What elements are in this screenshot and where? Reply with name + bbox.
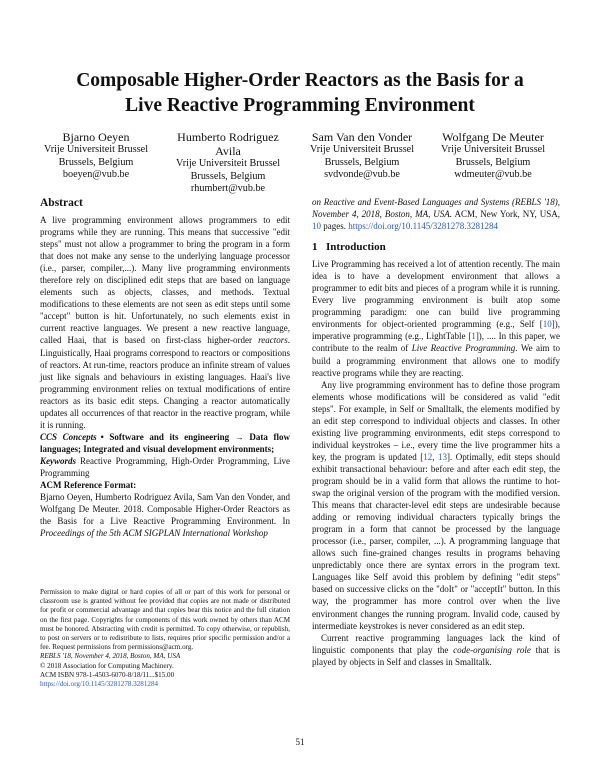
keywords: Keywords Reactive Programming, High-Order Programming, Live Programming [40,455,290,478]
author-name-cont: Avila [215,144,241,158]
isbn: ACM ISBN 978-1-4503-6070-8/18/11...$15.00 [40,670,175,679]
abstract-text: A live programming environment allows programmers to edit programs while they are running. This means that successive "edit steps" must not allow a programmer to bring the program in a form that does not make any sense to the underlying language processor (i.e., parser, compiler,...). Many live programming environments therefore rely on disciplined edit steps that are based on language elements such as objects, classes, and methods. Textual modifications to these elements are not seen as edit steps until some "accept" button is hit. Unfortunately, no such elements exist in current reactive languages. We present a new reactive language, called Haai, that is based on first-class higher-order reactors. Linguistically, Haai programs correspond to reactors or compositions of reactors. At run-time, reactors produce an infinite stream of values just like signals and behaviours in existing languages. Haai's live programming environment relies on textual modifications of entire reactors as its basic edit steps. Changing a reactor automatically updates all occurrences of that reactor in the reactive program, while it is running. [40,215,290,430]
permission-text: Permission to make digital or hard copies of all or part of this work for personal or classroom use is granted without fee provided that copies are not made or distributed for profit or commercial advantage and that copies bear this notice and the full citation on the first page. Copyrights for components of this work owned by others than ACM must be honored. Abstracting with credit is permitted. To copy otherwise, or republish, to post on servers or to redistribute to lists, requires prior specific permission and/or a fee. Request permissions from permissions@acm.org. [40,588,290,652]
intro-paragraph-2: Any live programming environment has to define those program elements whose modifications will be considered as valid "edit steps". For example, in Self or Smalltalk, the elements modified by an edit step correspond to individual objects and classes. In other existing live programming environments, edit steps correspond to individual keystrokes – i.e., every time the live programmer hits a key, the program is updated [12, 13]. Optimally, edit steps should exhibit transactional behaviour: before and after each edit step, the program should be in a valid form that allows the runtime to hot-swap the original version of the program with the modified version. This means that character-level edit steps are undesirable because adding or removing individual characters typically brings the program in a form that cannot be processed by the language processor (i.e., parser, compiler, ...). A programming language that allows such fine-grained changes results in programs behaving unpredictably once there are syntax errors in the program text. Languages like Self avoid this problem by defining "edit steps" based on successive clicks on the "doIt" or "acceptIt" button. In this way, the programmer has more control over when the live environment changes the running program. Invalid code, caused by intermediate keystrokes is never considered as an edit step. [312,379,560,631]
author-location: Brussels, Belgium [190,170,266,182]
acm-reference-cont: on Reactive and Event-Based Languages and Systems (REBLS '18), November 4, 2018, Boston, MA, USA. ACM, New York, NY, USA, 10 pages. https://doi.org/10.1145/3281278.3281284 [312,197,560,232]
copyright: © 2018 Association for Computing Machinery. [40,661,174,670]
permission-block [40,588,290,689]
author-email[interactable]: wdmeuter@vub.be [454,169,532,181]
author-email[interactable]: svdvonde@vub.be [324,169,400,181]
abstract-heading: Abstract [40,197,83,209]
title-line-1: Composable Higher-Order Reactors as the Basis for a [76,70,524,91]
author-location: Brussels, Belgium [58,156,134,168]
author-affiliation: Vrije Universiteit Brussel [43,144,149,155]
author-name: Bjarno Oeyen [62,130,130,144]
author-email[interactable]: rhumbert@vub.be [190,183,266,195]
ccs-concepts: CCS Concepts • Software and its engineering → Data flow languages; Integrated and visual development environments; [40,431,290,454]
section-heading-introduction: 1 Introduction [312,241,386,254]
author-3 [300,130,424,182]
doi-link-right[interactable]: https://doi.org/10.1145/3281278.3281284 [348,221,499,232]
intro-paragraph-1: Live Programming has received a lot of attention recently. The main idea is to have a development environment that allows a programmer to edit bits and pieces of a program while it is running. Every live programming environment is built atop some programming paradigm: one can build live programming environments for object-oriented programming (e.g., Self [10]), imperative programming (e.g., LightTable [1]), .... In this paper, we contribute to the realm of Live Reactive Programming. We aim to build a programming environment that allows one to modify reactive programs while they are reacting. [312,259,560,378]
author-name: Wolfgang De Meuter [442,130,544,144]
intro-paragraph-3: Current reactive programming languages lack the kind of linguistic components that play the code-organising role that is played by objects in Self and classes in Smalltalk. [312,632,561,667]
author-name: Sam Van den Vonder [311,130,413,144]
page-number: 51 [295,737,305,747]
author-name: Humberto Rodriguez [177,130,279,144]
author-location: Brussels, Belgium [455,156,531,168]
author-affiliation: Vrije Universiteit Brussel [175,158,281,169]
right-column [312,196,560,668]
author-1 [36,130,156,182]
author-4 [426,130,560,182]
author-affiliation: Vrije Universiteit Brussel [309,144,415,155]
author-2 [160,130,296,196]
paper-title [40,68,560,118]
author-affiliation: Vrije Universiteit Brussel [440,144,546,155]
title-line-2: Live Reactive Programming Environment [125,95,475,116]
doi-link[interactable]: https://doi.org/10.1145/3281278.3281284 [40,680,159,689]
conference-info: REBLS '18, November 4, 2018, Boston, MA, USA [40,652,181,661]
acm-reference: ACM Reference Format: Bjarno Oeyen, Humberto Rodriguez Avila, Sam Van den Vonder, and Wolfgang De Meuter. 2018. Composable Higher-Order Reactors as the Basis for a Live Reactive Programming Environment. In Proceedings of the 5th ACM SIGPLAN International Workshop [40,480,290,539]
author-email[interactable]: boeyen@vub.be [62,169,130,181]
left-column [40,196,290,539]
author-location: Brussels, Belgium [324,156,400,168]
